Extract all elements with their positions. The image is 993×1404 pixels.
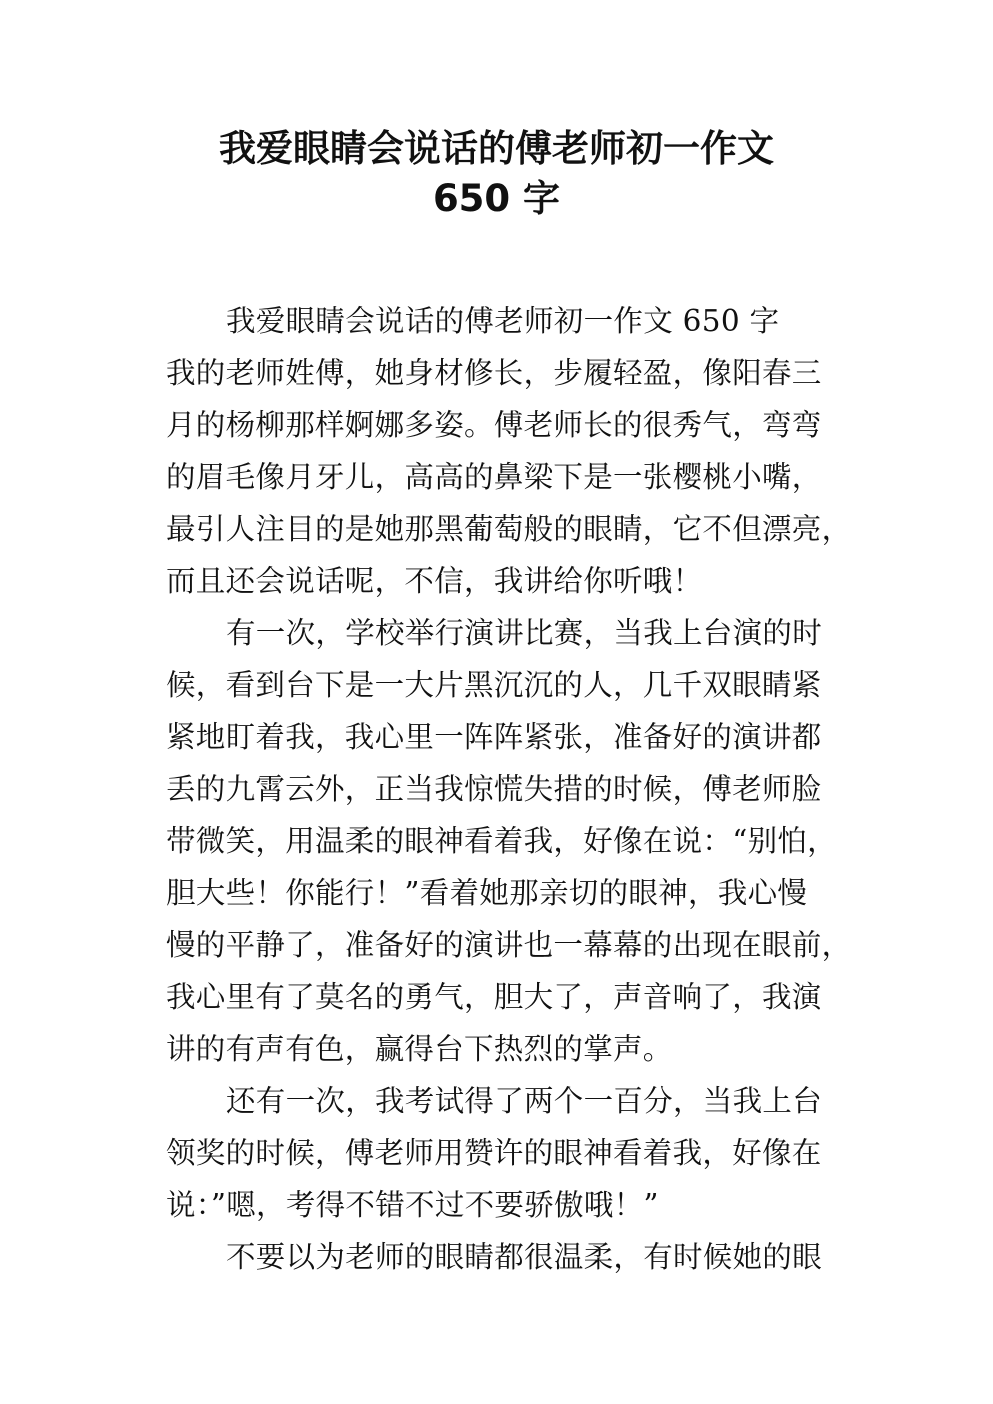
body-line-19: 不要以为老师的眼睛都很温柔，有时候她的眼	[226, 1240, 823, 1274]
document-title-line-1: 我爱眼睛会说话的傅老师初一作文	[219, 127, 774, 170]
body-line-13: 慢的平静了，准备好的演讲也一幕幕的出现在眼前，	[166, 928, 852, 962]
body-line-4: 的眉毛像月牙儿，高高的鼻梁下是一张樱桃小嘴，	[166, 460, 822, 494]
body-line-10: 丢的九霄云外，正当我惊慌失措的时候，傅老师脸	[166, 772, 822, 806]
body-line-16: 还有一次，我考试得了两个一百分，当我上台	[226, 1084, 823, 1118]
body-line-8: 候，看到台下是一大片黑沉沉的人，几千双眼睛紧	[166, 668, 822, 702]
body-line-14: 我心里有了莫名的勇气，胆大了，声音响了，我演	[166, 980, 822, 1014]
body-line-7: 有一次，学校举行演讲比赛，当我上台演的时	[226, 616, 823, 650]
body-line-9: 紧地盯着我，我心里一阵阵紧张，准备好的演讲都	[166, 720, 822, 754]
body-line-5: 最引人注目的是她那黑葡萄般的眼睛，它不但漂亮，	[166, 512, 852, 546]
body-line-11: 带微笑，用温柔的眼神看着我，好像在说：“别怕，	[166, 824, 837, 858]
body-line-12: 胆大些！你能行！”看着她那亲切的眼神，我心慢	[166, 876, 808, 910]
document-title-line-2: 650 字	[432, 177, 561, 220]
body-line-1: 我爱眼睛会说话的傅老师初一作文 650 字	[226, 304, 780, 338]
body-line-17: 领奖的时候，傅老师用赞许的眼神看着我，好像在	[166, 1136, 822, 1170]
body-line-2: 我的老师姓傅，她身材修长，步履轻盈，像阳春三	[166, 356, 822, 390]
body-line-15: 讲的有声有色，赢得台下热烈的掌声。	[166, 1032, 673, 1066]
body-line-18: 说：”嗯，考得不错不过不要骄傲哦！”	[166, 1188, 659, 1222]
body-line-6: 而且还会说话呢，不信，我讲给你听哦！	[166, 564, 703, 598]
body-line-3: 月的杨柳那样婀娜多姿。傅老师长的很秀气，弯弯	[166, 408, 822, 442]
